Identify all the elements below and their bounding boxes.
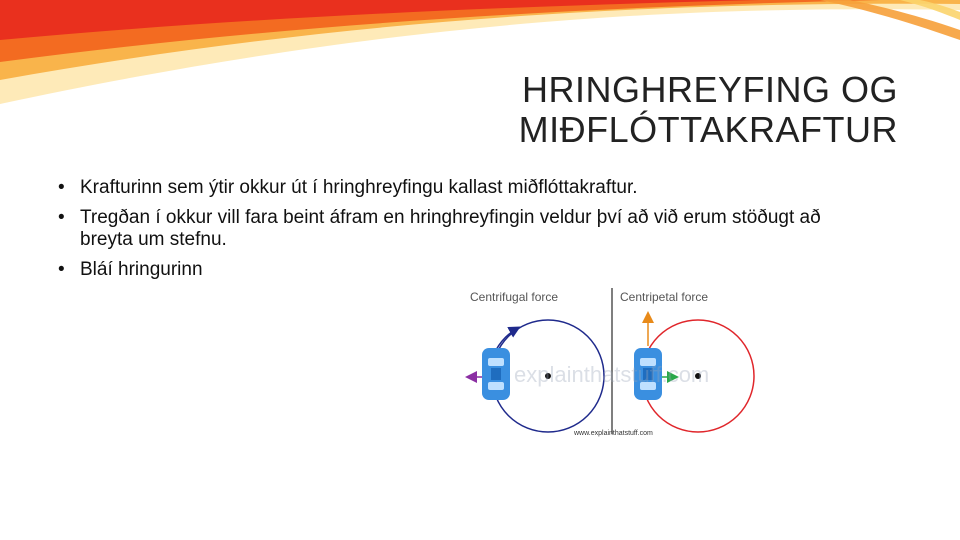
- title-line-1: HRINGHREYFING OG: [521, 69, 898, 110]
- bullet-symbol: •: [58, 207, 65, 228]
- slide-title: [519, 70, 898, 150]
- bullet-symbol: •: [58, 259, 65, 280]
- title-line-2: MIÐFLÓTTAKRAFTUR: [518, 109, 898, 150]
- bullet-list: [58, 177, 858, 289]
- centripetal-label: Centripetal force: [620, 290, 709, 304]
- bullet-item: [58, 207, 858, 251]
- credit-text: www.explainthatstuff.com: [574, 430, 653, 437]
- bullet-item: [58, 177, 858, 199]
- bullet-item: [58, 259, 858, 281]
- bullet-text: Krafturinn sem ýtir okkur út í hringhreyfingu kallast miðflóttakraftur.: [80, 177, 638, 198]
- centrifugal-label: Centrifugal force: [470, 290, 559, 304]
- car-left-icon: [482, 348, 510, 400]
- bullet-text: Bláí hringurinn: [80, 259, 203, 280]
- force-diagram-image: [462, 284, 760, 440]
- bullet-text: Tregðan í okkur vill fara beint áfram en hringhreyfingin veldur því að við erum stöðugt að breyta um stefnu.: [80, 207, 821, 250]
- bullet-symbol: •: [58, 177, 65, 198]
- watermark-text: explainthatstuff.com: [514, 362, 710, 387]
